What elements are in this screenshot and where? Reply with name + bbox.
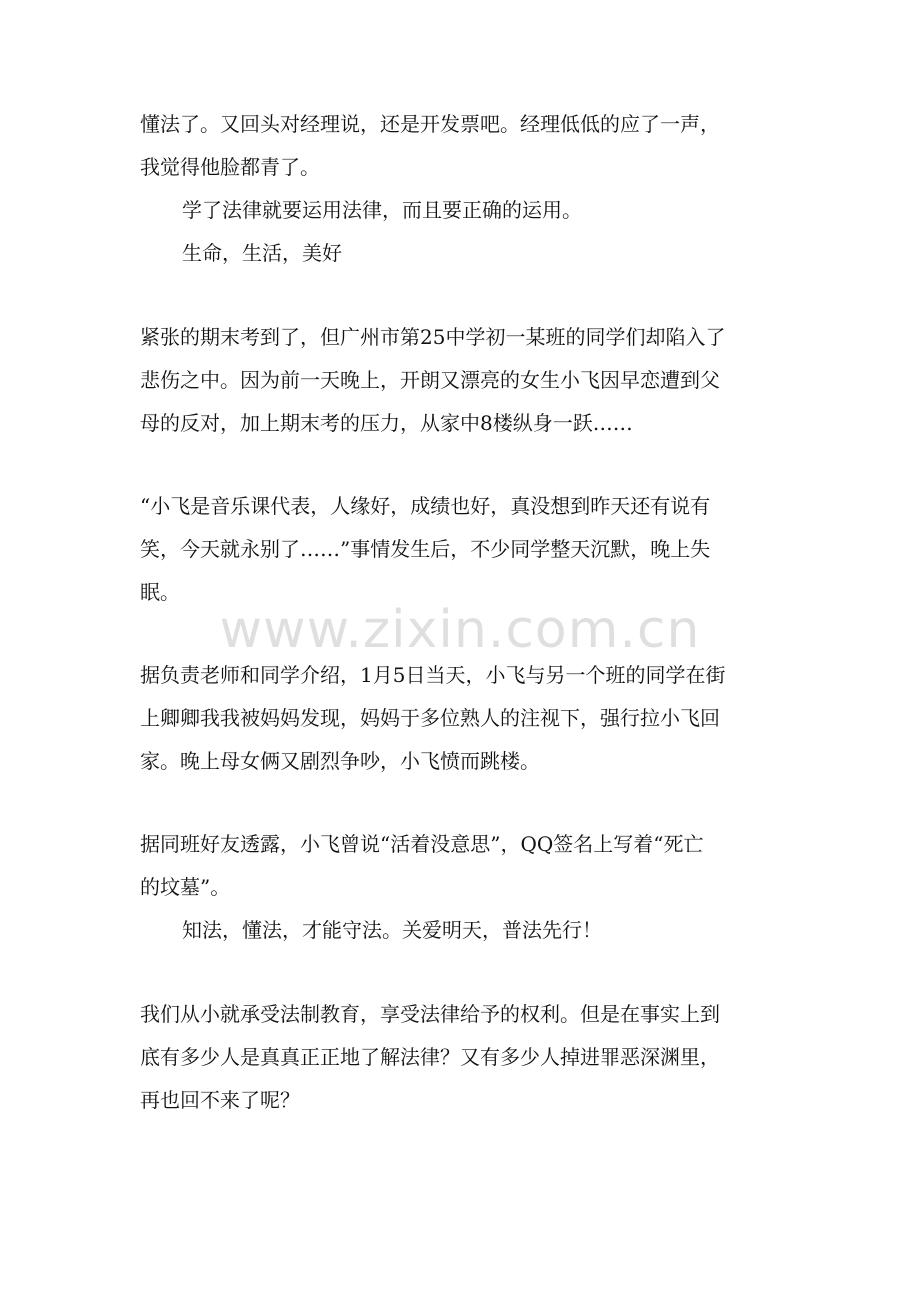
paragraph-line: 再也回不来了呢？ <box>140 1088 300 1112</box>
watermark: www.zixin.com.cn <box>219 600 701 660</box>
paragraph-line: 眠。 <box>140 580 180 604</box>
paragraph-line: 家。晚上母女俩又剧烈争吵，小飞愤而跳楼。 <box>140 749 540 773</box>
paragraph-line: 我们从小就承受法制教育，享受法律给予的权利。但是在事实上到 <box>140 1002 720 1026</box>
paragraph-line: 懂法了。又回头对经理说，还是开发票吧。经理低低的应了一声， <box>140 112 720 136</box>
paragraph-line: 据同班好友透露，小飞曾说“活着没意思”，QQ签名上写着“死亡 <box>140 832 704 856</box>
paragraph-line: 知法，懂法，才能守法。关爱明天，普法先行！ <box>182 918 602 942</box>
paragraph-line: 上卿卿我我被妈妈发现，妈妈于多位熟人的注视下，强行拉小飞回 <box>140 706 720 730</box>
paragraph-line: “小飞是音乐课代表，人缘好，成绩也好，真没想到昨天还有说有 <box>140 494 711 518</box>
paragraph-line: 底有多少人是真真正正地了解法律？又有多少人掉进罪恶深渊里， <box>140 1045 720 1069</box>
paragraph-line: 笑，今天就永别了……”事情发生后，不少同学整天沉默，晚上失 <box>140 537 711 561</box>
paragraph-line: 我觉得他脸都青了。 <box>140 155 320 179</box>
paragraph-line: 据负责老师和同学介绍，1月5日当天，小飞与另一个班的同学在街 <box>140 663 726 687</box>
paragraph-line: 悲伤之中。因为前一天晚上，开朗又漂亮的女生小飞因早恋遭到父 <box>140 368 720 392</box>
paragraph-line: 母的反对，加上期末考的压力，从家中8楼纵身一跃…… <box>140 411 633 435</box>
paragraph-line: 生命，生活，美好 <box>182 241 342 265</box>
paragraph-line: 的坟墓”。 <box>140 875 231 899</box>
paragraph-line: 学了法律就要运用法律，而且要正确的运用。 <box>182 198 582 222</box>
paragraph-line: 紧张的期末考到了，但广州市第25中学初一某班的同学们却陷入了 <box>140 325 726 349</box>
